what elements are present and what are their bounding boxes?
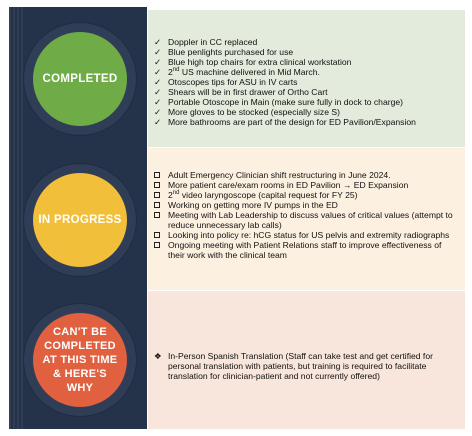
list-item: ✓ Otoscopes tips for ASU in IV carts: [154, 77, 298, 88]
list-item: ✓ More gloves to be stocked (especially size S): [154, 107, 340, 118]
cannot-complete-badge: [33, 313, 127, 407]
list-item: Looking into policy re: hCG status for US pelvis and extremity radiographs: [154, 230, 459, 240]
check-icon: ✓: [154, 47, 162, 58]
check-icon: ✓: [154, 97, 162, 108]
check-icon: ✓: [154, 117, 162, 128]
checkbox-icon: [154, 232, 160, 238]
cannot-complete-panel: [148, 291, 465, 429]
list-item: Ongoing meeting with Patient Relations staff to improve effectiveness of their work with the clinical team: [154, 240, 459, 260]
completed-list: [154, 10, 459, 127]
checkbox-icon: [154, 202, 160, 208]
spine-stripe: [9, 7, 23, 429]
in-progress-panel: [148, 148, 465, 290]
check-icon: ✓: [154, 107, 162, 118]
list-item: ✓ Doppler in CC replaced: [154, 37, 258, 47]
checkbox-icon: [154, 212, 160, 218]
list-item: Working on getting more IV pumps in the ED: [154, 200, 459, 210]
in-progress-badge: [33, 173, 127, 267]
in-progress-label: IN PROGRESS: [38, 213, 122, 226]
in-progress-list: [154, 148, 459, 260]
list-item: 2nd video laryngoscope (capital request for FY 25): [154, 190, 459, 200]
list-item: Meeting with Lab Leadership to discuss values of critical values (attempt to reduce unnecessary lab calls): [154, 210, 459, 230]
checkbox-icon: [154, 182, 160, 188]
list-item: ✓ Shears will be in first drawer of Ortho Cart: [154, 87, 328, 98]
check-icon: ✓: [154, 67, 162, 78]
checkbox-icon: [154, 242, 160, 248]
checkbox-icon: [154, 192, 160, 198]
list-item: ✓ Blue penlights purchased for use: [154, 47, 294, 58]
list-item: ✓ 2nd US machine delivered in Mid March.: [154, 67, 320, 78]
list-item: ✓ Blue high top chairs for extra clinical workstation: [154, 57, 352, 68]
check-icon: ✓: [154, 77, 162, 88]
list-item: ❖ In-Person Spanish Translation (Staff can take test and get certified for personal translation with patients, but training is required to facilitate translation for clinician-patient and not currently offered): [154, 351, 433, 382]
list-item: ✓ Portable Otoscope in Main (make sure fully in dock to charge): [154, 97, 404, 108]
cannot-complete-list: [154, 291, 459, 381]
list-item: ✓ More bathrooms are part of the design for ED Pavilion/Expansion: [154, 117, 416, 128]
check-icon: ✓: [154, 57, 162, 68]
check-icon: ✓: [154, 37, 162, 47]
list-item: Adult Emergency Clinician shift restructuring in June 2024.: [154, 170, 459, 180]
diamond-bullet-icon: ❖: [154, 351, 162, 361]
completed-label: COMPLETED: [42, 72, 118, 85]
cannot-complete-label: CAN'T BE COMPLETED AT THIS TIME & HERE'S WHY: [42, 326, 118, 394]
check-icon: ✓: [154, 87, 162, 98]
completed-badge: [33, 32, 127, 126]
checkbox-icon: [154, 172, 160, 178]
completed-panel: [148, 10, 465, 147]
list-item: More patient care/exam rooms in ED Pavilion → ED Expansion: [154, 180, 459, 190]
